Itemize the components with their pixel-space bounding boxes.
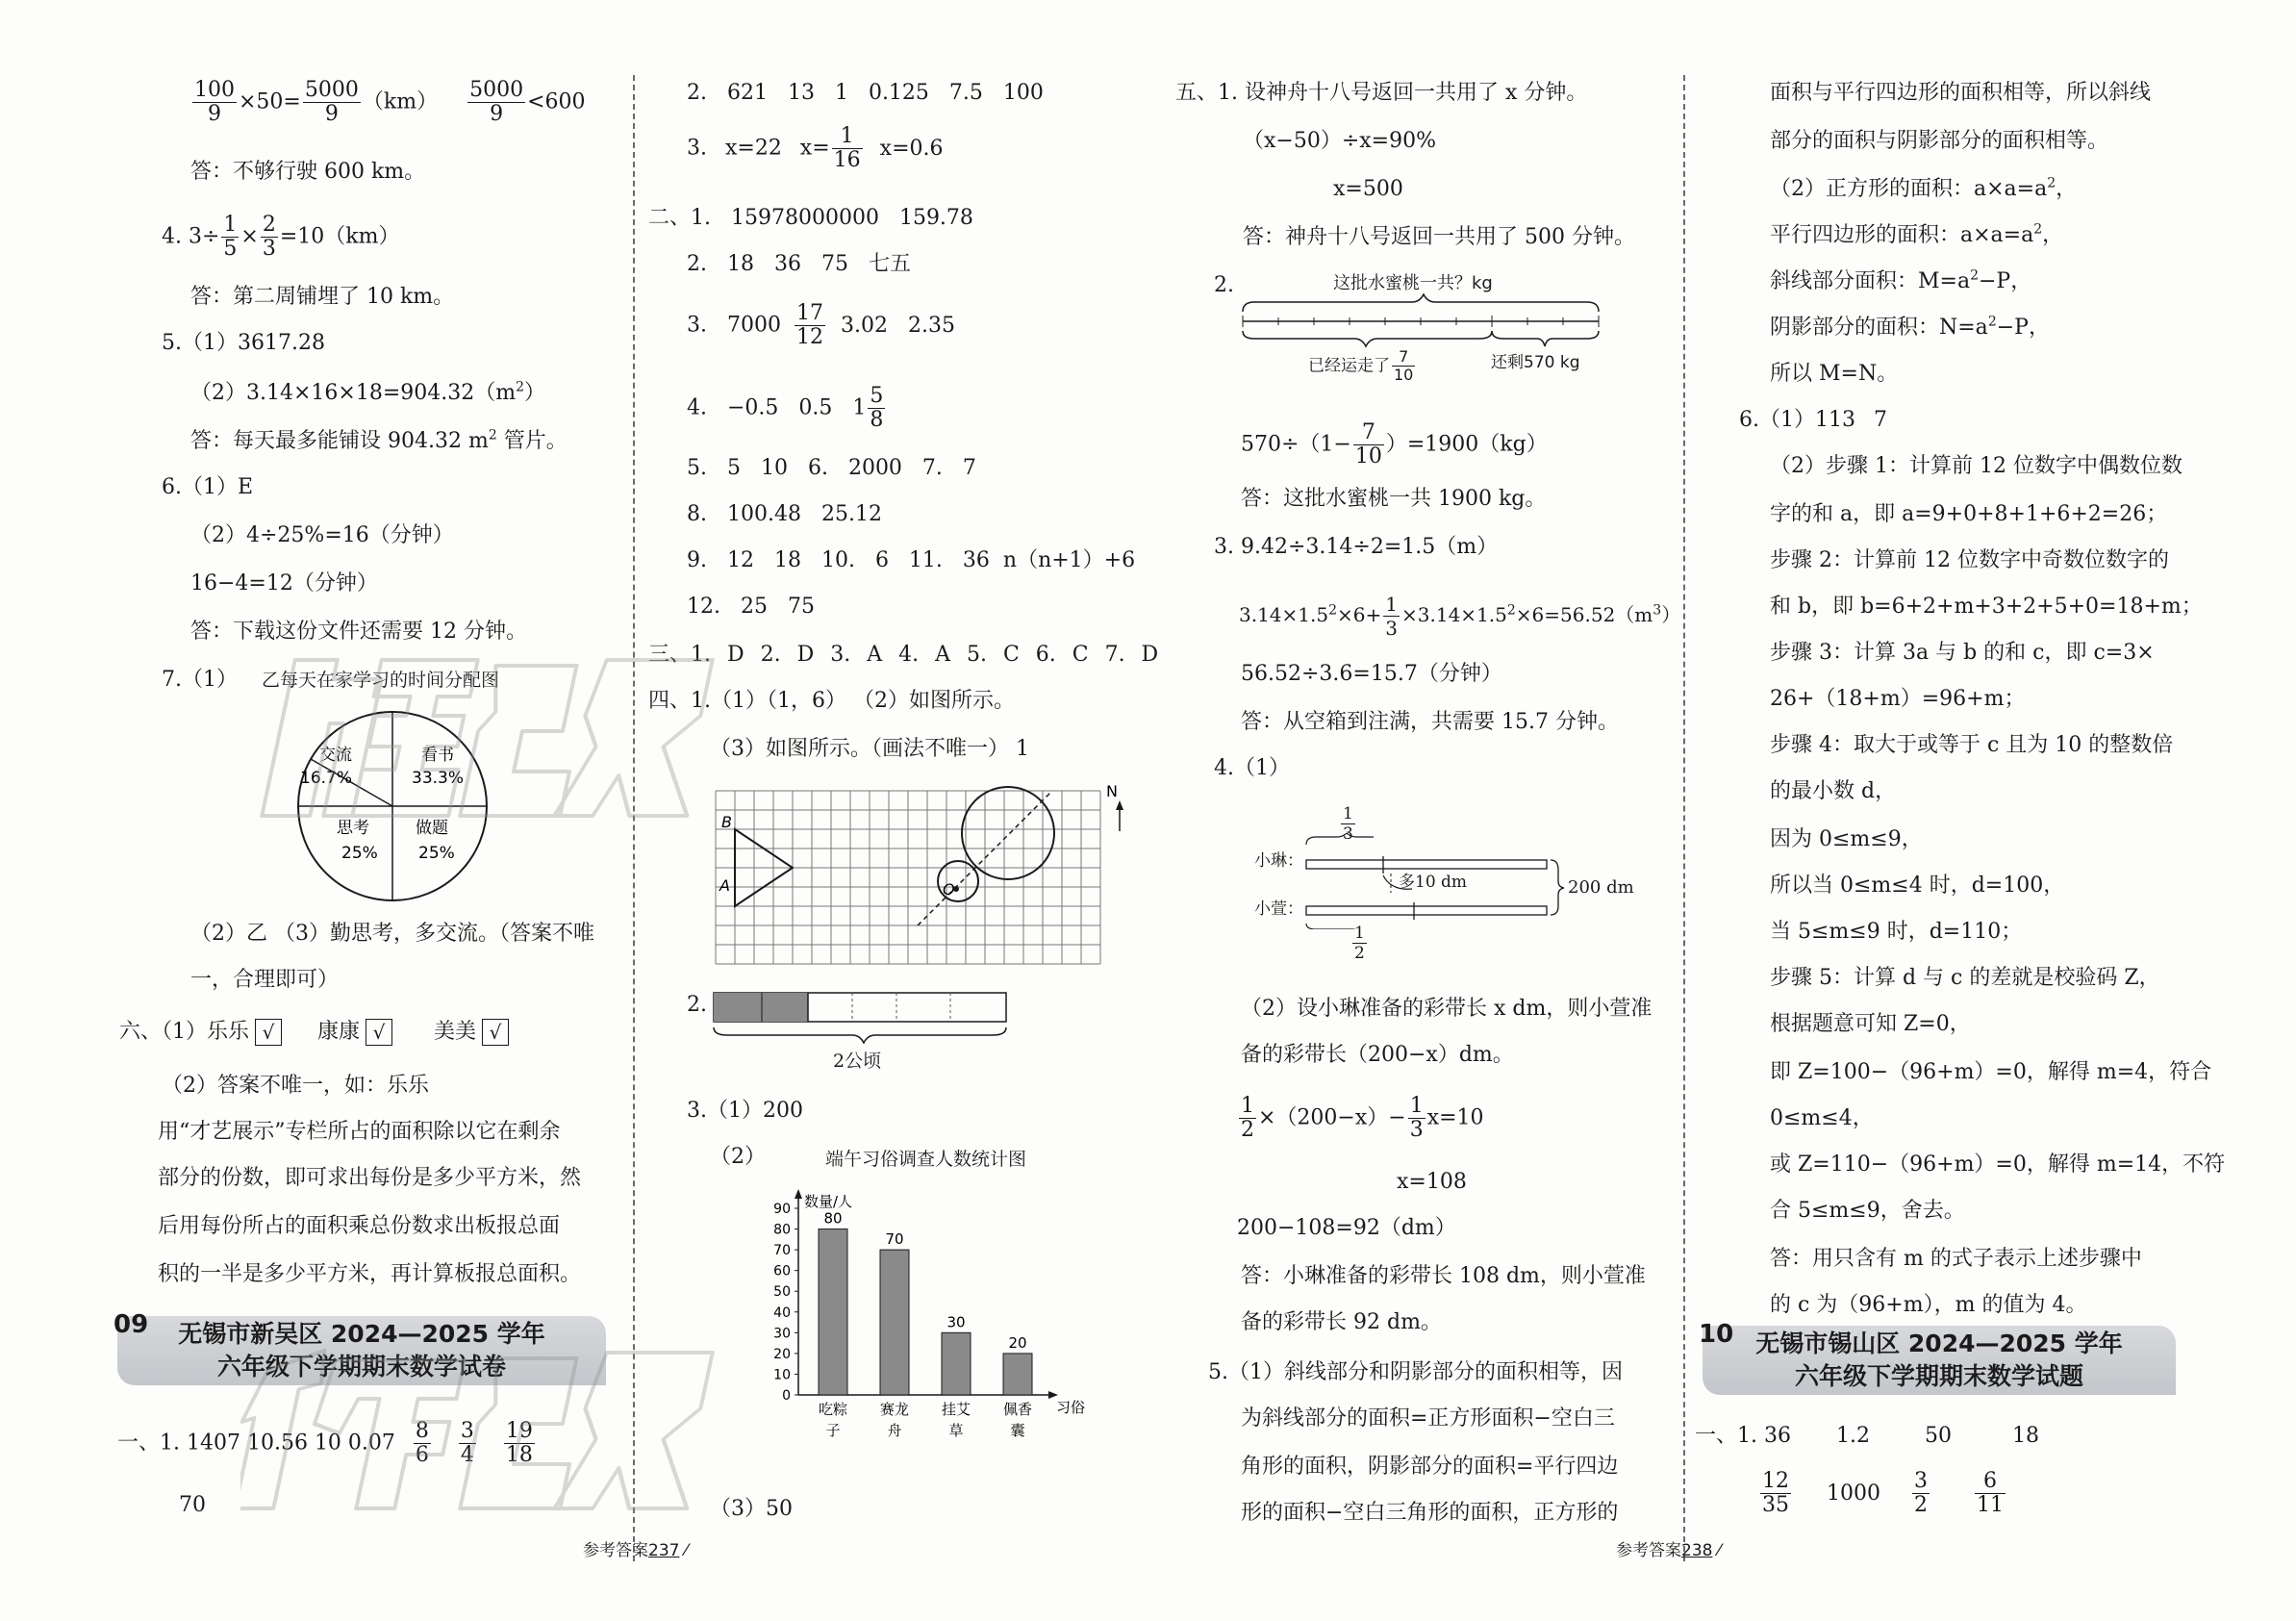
- grid-point-label: A: [719, 876, 730, 895]
- column-divider: [1683, 75, 1685, 1561]
- answer-line: 6.（1）E: [162, 475, 254, 499]
- answer-line: 当 5≤m≤9 时，d=110；: [1770, 920, 2023, 944]
- answer-line: 3. 9.42÷3.14÷2=1.5（m）: [1214, 535, 1499, 559]
- page-footer-left: 参考答案237 ⁄: [583, 1541, 688, 1560]
- question-number: 2.: [1214, 273, 1234, 297]
- category-label: 囊: [1010, 1422, 1025, 1439]
- answer-line: 一、1. 36 1.2 50 18: [1695, 1424, 2039, 1448]
- answer-line: 字的和 a，即 a=9+0+8+1+6+2=26；: [1770, 502, 2168, 526]
- answer-line: 的最小数 d，: [1770, 779, 1897, 803]
- column-divider: [633, 75, 635, 1561]
- bar-value-label: 30: [946, 1313, 966, 1331]
- y-tick-label: 10: [773, 1367, 791, 1383]
- diagram-label: 多10 dm: [1399, 873, 1468, 892]
- pie-label: 看书: [421, 746, 454, 765]
- answer-line: x=108: [1397, 1170, 1467, 1194]
- bar-value-label: 80: [823, 1209, 843, 1228]
- diagram-label: 小琳：: [1254, 851, 1303, 871]
- answer-line: 用“才艺展示”专栏所占的面积除以它在剩余: [158, 1120, 561, 1144]
- equation-line: $\frac{100}{9}$ ×50= $\frac{5000}{9}$ （km） $\frac{5000}{9}$ <600: [194, 78, 586, 126]
- answer-line: 5.（1）3617.28: [162, 331, 325, 355]
- y-axis-arrow: [795, 1189, 802, 1199]
- answer-line: 答：从空箱到注满，共需要 15.7 分钟。: [1241, 710, 1619, 734]
- answer-line: 5.（1）斜线部分和阴影部分的面积相等，因: [1208, 1360, 1623, 1384]
- page-footer-right: 参考答案238 ⁄: [1616, 1541, 1721, 1560]
- category-label: 挂艾: [941, 1401, 971, 1418]
- answer-line: 合 5≤m≤9，舍去。: [1770, 1199, 1965, 1223]
- answer-line: 12. 25 75: [687, 595, 815, 619]
- answer-line: 答：下载这份文件还需要 12 分钟。: [190, 620, 527, 644]
- answer-line: 0≤m≤4，: [1770, 1106, 1874, 1130]
- bar-value-label: 70: [885, 1230, 904, 1249]
- answer-line: 根据题意可知 Z=0，: [1770, 1012, 1971, 1036]
- grid-point-label: O: [943, 880, 955, 899]
- category-label: 吃粽: [818, 1401, 848, 1418]
- section-subtitle: 六年级下学期期末数学试题: [1794, 1362, 2083, 1390]
- pie-label: 16.7%: [300, 769, 353, 788]
- pie-label: 25%: [418, 844, 455, 863]
- x-axis-arrow: [1048, 1391, 1058, 1399]
- answer-line: 二、1. 15978000000 159.78: [648, 206, 973, 230]
- answer-line: 步骤 2：计算前 12 位数字中奇数位数字的: [1770, 548, 2169, 572]
- answer-line: （2）正方形的面积：$a\times a=a^2$，: [1770, 175, 2078, 201]
- x-axis-label: 习俗: [1056, 1399, 1086, 1416]
- answer-line: 形的面积−空白三角形的面积，正方形的: [1241, 1501, 1619, 1525]
- answer-line: 570÷（1− $\frac{7}{10}$ ）=1900（kg）: [1241, 420, 1548, 469]
- answer-line: 9. 12 18 10. 6 11. 36 n（n+1）+6: [687, 548, 1136, 572]
- y-tick-label: 50: [773, 1284, 791, 1301]
- answer-line: 26+（18+m）=96+m；: [1770, 687, 2026, 711]
- bar: [819, 1229, 847, 1395]
- check-box: √: [366, 1019, 392, 1046]
- answer-line: 8. 100.48 25.12: [687, 502, 882, 526]
- fraction: $\frac{5000}{9}$: [304, 78, 359, 126]
- grid-point-label: B: [721, 813, 732, 831]
- fraction: $\frac{5000}{9}$: [469, 78, 524, 126]
- answer-line: 答：不够行驶 600 km。: [190, 160, 426, 184]
- y-tick-label: 80: [773, 1222, 791, 1238]
- answer-line: 3. x=22 x= $\frac{1}{16}$ x=0.6: [687, 124, 944, 172]
- question-number: 7.（1）: [162, 668, 238, 692]
- section-subtitle: 六年级下学期期末数学试卷: [216, 1353, 506, 1380]
- grid-figure: [710, 779, 1123, 972]
- answer-line: 4. −0.5 0.5 1 $\frac{5}{8}$: [687, 384, 884, 432]
- y-tick-label: 30: [773, 1326, 791, 1342]
- pen-icon: ⁄: [1712, 1541, 1721, 1560]
- answer-line: 56.52÷3.6=15.7（分钟）: [1241, 662, 1502, 686]
- bar: [942, 1332, 971, 1395]
- category-label: 草: [948, 1422, 964, 1439]
- section-title: 无锡市新吴区 2024—2025 学年: [178, 1320, 545, 1348]
- fraction: $\frac{100}{9}$: [194, 78, 235, 126]
- answer-line: 因为 0≤m≤9，: [1770, 827, 1923, 851]
- pie-label: 做题: [416, 819, 448, 838]
- answer-line: 5. 5 10 6. 2000 7. 7: [687, 456, 976, 480]
- pie-title: 乙每天在家学习的时间分配图: [262, 670, 500, 691]
- answer-line: 步骤 5：计算 d 与 c 的差就是校验码 Z，: [1770, 966, 2160, 990]
- answer-line: 或 Z=110−（96+m）=0，解得 m=14，不符: [1770, 1152, 2226, 1177]
- answer-line: 答：每天最多能铺设 904.32 $m^2$ 管片。: [190, 427, 568, 453]
- category-label: 赛龙: [879, 1401, 910, 1418]
- equation-line: 4. 3÷ $\frac{1}{5}$ × $\frac{2}{3}$ =10（km）: [162, 213, 400, 261]
- answer-line: （2）答案不唯一，如：乐乐: [162, 1074, 429, 1098]
- y-tick-label: 0: [782, 1388, 791, 1404]
- bar-chart-title: 端午习俗调查人数统计图: [825, 1149, 1027, 1170]
- answer-line: （3）50: [710, 1497, 793, 1521]
- pie-chart: [289, 693, 510, 914]
- bar: [880, 1250, 909, 1395]
- answer-line: （x−50）÷x=90%: [1243, 129, 1437, 153]
- answer-line: （2）乙 （3）勤思考，多交流。（答案不唯: [190, 922, 594, 946]
- section-title: 无锡市锡山区 2024—2025 学年: [1755, 1330, 2123, 1357]
- answer-line: 备的彩带长 92 dm。: [1241, 1310, 1442, 1334]
- answer-line: 角形的面积，阴影部分的面积=平行四边: [1241, 1455, 1619, 1479]
- diagram-label: 这批水蜜桃一共？kg: [1333, 273, 1493, 293]
- answer-line: 部分的份数，即可求出每份是多少平方米，然: [158, 1166, 582, 1190]
- answer-line: $\frac{1}{2}$ ×（200−x）− $\frac{1}{3}$ x=10: [1241, 1094, 1484, 1142]
- answer-line: 五、1. 设神舟十八号返回一共用了 x 分钟。: [1175, 81, 1588, 105]
- diagram-label: $\frac{1}{3}$: [1343, 804, 1353, 844]
- answer-line: $\frac{12}{35}$ 1000 $\frac{3}{2}$ $\frac{6}{11}$: [1762, 1469, 2004, 1517]
- answer-line: 部分的面积与阴影部分的面积相等。: [1770, 129, 2109, 153]
- north-label: N: [1106, 782, 1118, 800]
- answer-line: 所以当 0≤m≤4 时，d=100，: [1770, 874, 2065, 898]
- strip-caption: 2公顷: [833, 1051, 882, 1072]
- answer-line: （2）: [710, 1145, 766, 1169]
- answer-line: 即 Z=100−（96+m）=0，解得 m=4，符合: [1770, 1060, 2212, 1084]
- answer-line: 答：小琳准备的彩带长 108 dm，则小萱准: [1241, 1264, 1646, 1288]
- answer-line: 斜线部分面积：$M=a^2-P$，: [1770, 267, 2032, 293]
- pen-icon: ⁄: [679, 1541, 688, 1560]
- answer-line: 的 c 为（96+m），m 的值为 4。: [1770, 1293, 2087, 1317]
- answer-line: 步骤 4：取大于或等于 c 且为 10 的整数倍: [1770, 733, 2174, 757]
- diagram-label: 200 dm: [1568, 877, 1634, 898]
- y-tick-label: 60: [773, 1263, 791, 1279]
- answer-line: 3. 7000 $\frac{17}{12}$ 3.02 2.35: [687, 301, 955, 349]
- y-tick-label: 90: [773, 1202, 791, 1217]
- answer-line: 4.（1）: [1214, 756, 1290, 780]
- answer-line: 和 b，即 b=6+2+m+3+2+5+0=18+m；: [1770, 595, 2203, 619]
- answer-line: 答：用只含有 m 的式子表示上述步骤中: [1770, 1247, 2142, 1271]
- section-number: 09: [114, 1310, 149, 1339]
- y-tick-label: 40: [773, 1304, 791, 1321]
- answer-line: 后用每份所占的面积乘总份数求出板报总面: [158, 1214, 561, 1238]
- category-label: 子: [825, 1422, 841, 1439]
- answer-line: 2. 621 13 1 0.125 7.5 100: [687, 81, 1044, 105]
- answer-line: 答：神舟十八号返回一共用了 500 分钟。: [1243, 225, 1635, 249]
- answer-line: $(2)3.14\times 16\times 18=904.32(m^2)$: [190, 379, 546, 405]
- answer-line: 70: [179, 1493, 206, 1517]
- bar-chart: [760, 1181, 1106, 1470]
- answer-line: 2. 18 36 75 七五: [687, 252, 911, 276]
- page-number: 238: [1681, 1541, 1713, 1560]
- bar: [1003, 1354, 1032, 1395]
- y-tick-label: 70: [773, 1243, 791, 1259]
- answer-line: 3.（1）200: [687, 1099, 803, 1123]
- section-number: 10: [1699, 1320, 1734, 1349]
- section-banner: [1699, 1320, 2176, 1395]
- category-label: 舟: [887, 1422, 902, 1439]
- answer-line: 备的彩带长（200−x）dm。: [1241, 1043, 1514, 1067]
- answer-line: （2）设小琳准备的彩带长 x dm，则小萱准: [1241, 997, 1653, 1021]
- check-box: √: [482, 1019, 509, 1046]
- pie-label: 交流: [319, 746, 352, 765]
- answer-line: x=500: [1333, 177, 1403, 201]
- answer-line: （2）4÷25%=16（分钟）: [190, 523, 454, 547]
- answer-line: 一、1. 1407 10.56 10 0.07 $\frac{8}{6}$ $\frac{3}{4}$ $\frac{19}{18}$: [117, 1419, 533, 1467]
- bar-value-label: 20: [1008, 1333, 1027, 1352]
- answer-line: 答：这批水蜜桃一共 1900 kg。: [1241, 487, 1547, 511]
- answer-line: （2）步骤 1：计算前 12 位数字中偶数位数: [1770, 454, 2182, 478]
- answer-line: 四、1.（1）（1，6） （2）如图所示。: [648, 689, 1015, 713]
- answer-line: 面积与平行四边形的面积相等，所以斜线: [1770, 81, 2152, 105]
- answer-line: 16−4=12（分钟）: [190, 571, 378, 595]
- answer-line: 六、（1）乐乐 √ 康康 √ 美美 √: [119, 1018, 520, 1047]
- answer-line: 200−108=92（dm）: [1237, 1216, 1456, 1240]
- answer-line: 步骤 3：计算 3a 与 b 的和 c，即 c=3×: [1770, 641, 2155, 665]
- diagram-label: 小萱：: [1254, 899, 1303, 919]
- answer-line: （3）如图所示。（画法不唯一） 1: [710, 737, 1029, 761]
- question-number: 2.: [687, 993, 707, 1017]
- category-label: 佩香: [1002, 1401, 1033, 1418]
- answer-line: 三、1. D 2. D 3. A 4. A 5. C 6. C 7. D: [648, 643, 1159, 667]
- pie-label: 思考: [337, 819, 369, 838]
- answer-line: 平行四边形的面积：$a\times a=a^2$，: [1770, 221, 2064, 247]
- page-number: 237: [648, 1541, 680, 1560]
- answer-line: 为斜线部分的面积=正方形面积−空白三: [1241, 1406, 1615, 1431]
- diagram-label: 还剩570 kg: [1491, 353, 1580, 372]
- answer-line: $3.14\times 1.5^2\times 6+$ $\frac{1}{3}$ $\times 3.14\times 1.5^2\times 6=56.52(m^3)$: [1239, 593, 1681, 640]
- answer-line: 阴影部分的面积：$N=a^2-P$，: [1770, 314, 2050, 340]
- section-banner: [114, 1310, 606, 1385]
- answer-line: 所以 M=N。: [1770, 362, 1899, 386]
- answer-line: 积的一半是多少平方米，再计算板报总面积。: [158, 1262, 582, 1286]
- pie-label: 33.3%: [412, 769, 465, 788]
- diagram-label: $\frac{1}{2}$: [1354, 924, 1365, 963]
- answer-line: 6.（1）113 7: [1739, 408, 1887, 432]
- y-tick-label: 20: [773, 1346, 791, 1362]
- pie-label: 25%: [341, 844, 378, 863]
- answer-line: 一，合理即可）: [190, 968, 340, 992]
- answer-line: 答：第二周铺埋了 10 km。: [190, 285, 455, 309]
- y-axis-label: 数量/人: [804, 1193, 853, 1210]
- check-box: √: [255, 1019, 282, 1046]
- diagram-label: 已经运走了 $\frac{7}{10}$: [1308, 347, 1414, 384]
